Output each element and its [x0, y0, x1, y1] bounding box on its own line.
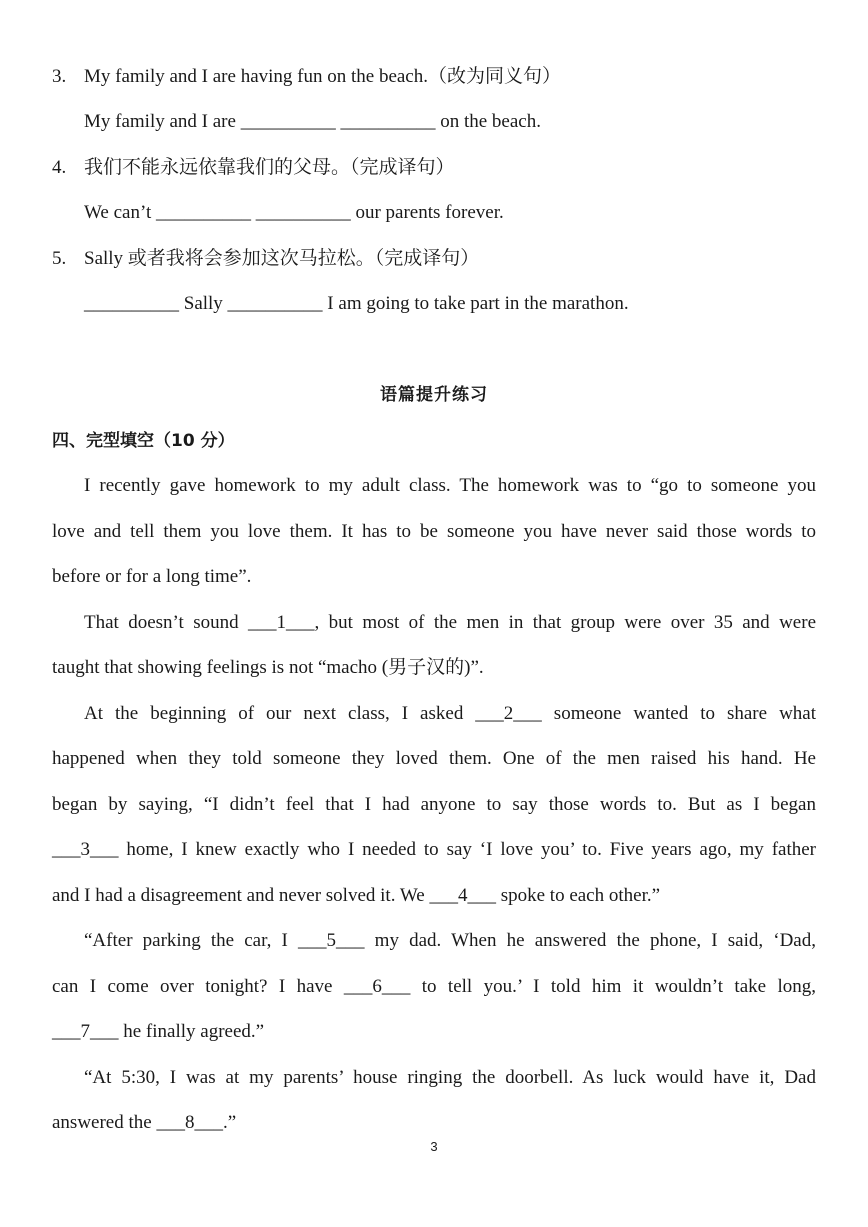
- passage-line: ___3___ home, I knew exactly who I needed to say ‘I love you’ to. Five years ago, my father: [52, 839, 816, 860]
- exercise-4-prompt: 我们不能永远依靠我们的父母。（完成译句）: [84, 157, 455, 178]
- exercise-3-prompt: My family and I are having fun on the beach.（改为同义句）: [84, 66, 561, 87]
- passage-line: happened when they told someone they loved them. One of the men raised his hand. He: [52, 748, 816, 769]
- section-heading: 四、完型填空（10 分）: [52, 431, 235, 451]
- exercise-4-answer-line: We can’t __________ __________ our parents forever.: [84, 202, 504, 223]
- passage-line: ___7___ he finally agreed.”: [52, 1021, 265, 1042]
- passage-line: before or for a long time”.: [52, 566, 252, 587]
- passage-line: That doesn’t sound ___1___, but most of the men in that group were over 35 and were: [84, 612, 816, 633]
- passage-line: At the beginning of our next class, I asked ___2___ someone wanted to share what: [84, 703, 816, 724]
- exercise-5-answer-line: __________ Sally __________ I am going to take part in the marathon.: [84, 293, 629, 314]
- passage-line: I recently gave homework to my adult class. The homework was to “go to someone you: [84, 475, 816, 496]
- exercise-3-answer-line: My family and I are __________ __________ on the beach.: [84, 111, 541, 132]
- passage-line: answered the ___8___.”: [52, 1112, 237, 1133]
- exercise-4-number: 4.: [52, 157, 67, 178]
- exercise-5-number: 5.: [52, 248, 67, 269]
- passage-line: taught that showing feelings is not “macho (男子汉的)”.: [52, 657, 484, 678]
- passage-line: began by saying, “I didn’t feel that I had anyone to say those words to. But as I began: [52, 794, 816, 815]
- section-title: 语篇提升练习: [380, 385, 488, 405]
- page-number: 3: [430, 1139, 438, 1154]
- passage-line: “At 5:30, I was at my parents’ house ringing the doorbell. As luck would have it, Dad: [84, 1067, 816, 1088]
- passage-line: can I come over tonight? I have ___6___ to tell you.’ I told him it wouldn’t take long,: [52, 976, 816, 997]
- exercise-3-number: 3.: [52, 66, 67, 87]
- passage-line: “After parking the car, I ___5___ my dad. When he answered the phone, I said, ‘Dad,: [84, 930, 816, 951]
- passage-line: love and tell them you love them. It has to be someone you have never said those words to: [52, 521, 816, 542]
- exercise-5-prompt: Sally 或者我将会参加这次马拉松。（完成译句）: [84, 248, 480, 269]
- passage-line: and I had a disagreement and never solved it. We ___4___ spoke to each other.”: [52, 885, 661, 906]
